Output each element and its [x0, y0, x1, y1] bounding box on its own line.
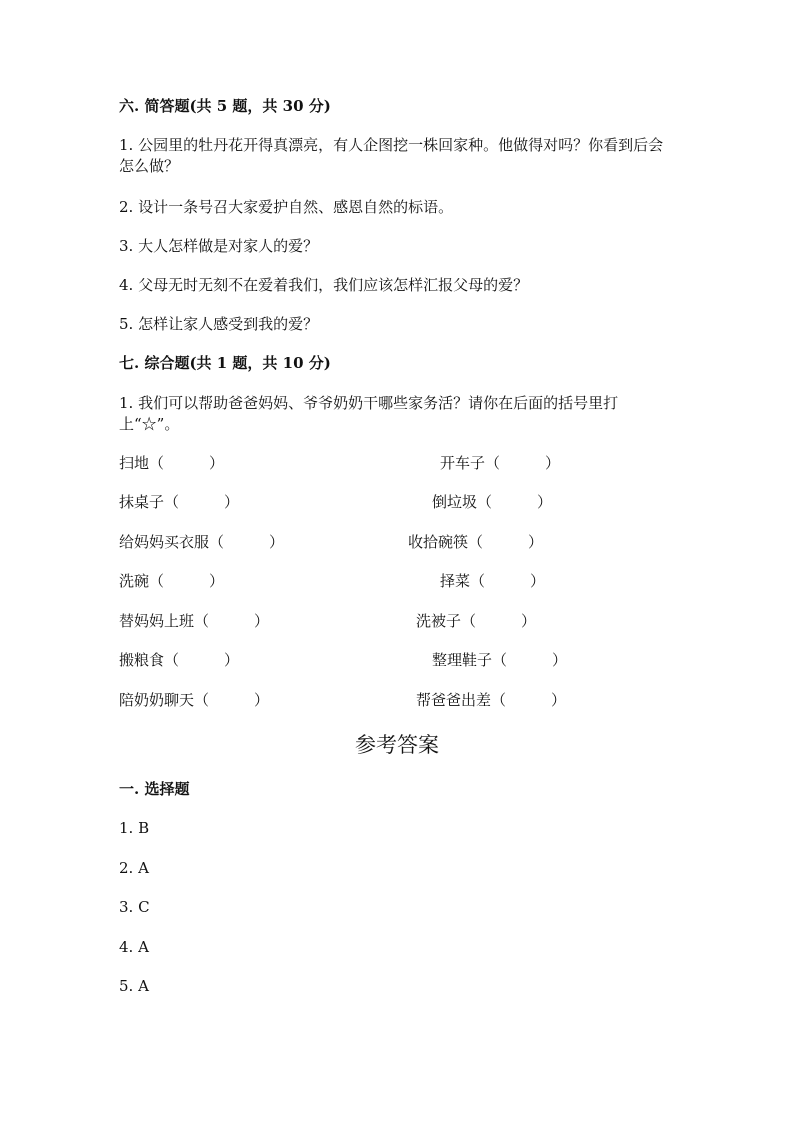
answers-section1-heading: 一. 选择题	[119, 780, 190, 798]
chore-item-left: 扫地（ ）	[119, 454, 225, 472]
section6-question-3: 3. 大人怎样做是对家人的爱？	[119, 237, 319, 255]
chore-item-right: 收拾碗筷（ ）	[408, 533, 544, 551]
chore-item-left: 陪奶奶聊天（ ）	[119, 691, 270, 709]
chore-item-right: 整理鞋子（ ）	[432, 651, 568, 669]
chore-item-left: 搬粮食（ ）	[119, 651, 240, 669]
section7-heading: 七. 综合题(共 1 题，共 10 分)	[119, 354, 331, 372]
chore-item-left: 替妈妈上班（ ）	[119, 612, 270, 630]
section6-question-1: 1. 公园里的牡丹花开得真漂亮，有人企图挖一株回家种。他做得对吗？你看到后会怎么做？	[119, 136, 664, 175]
answer-item: 4. A	[119, 938, 149, 956]
chore-item-right: 帮爸爸出差（ ）	[416, 691, 567, 709]
section7-question-1: 1. 我们可以帮助爸爸妈妈、爷爷奶奶干哪些家务活？请你在后面的括号里打上“☆”。	[119, 394, 619, 433]
section6-question-2: 2. 设计一条号召大家爱护自然、感恩自然的标语。	[119, 198, 454, 216]
answers-title: 参考答案	[355, 733, 439, 757]
chore-item-left: 给妈妈买衣服（ ）	[119, 533, 285, 551]
section6-heading: 六. 简答题(共 5 题，共 30 分)	[119, 97, 331, 115]
answer-item: 5. A	[119, 977, 149, 995]
section6-question-5: 5. 怎样让家人感受到我的爱？	[119, 315, 319, 333]
chore-item-left: 抹桌子（ ）	[119, 493, 240, 511]
chore-item-right: 洗被子（ ）	[416, 612, 537, 630]
section6-question-4: 4. 父母无时无刻不在爱着我们，我们应该怎样汇报父母的爱？	[119, 276, 529, 294]
chore-item-left: 洗碗（ ）	[119, 572, 225, 590]
chore-item-right: 倒垃圾（ ）	[432, 493, 553, 511]
chore-item-right: 择菜（ ）	[440, 572, 546, 590]
answer-item: 3. C	[119, 898, 150, 916]
answer-item: 1. B	[119, 819, 150, 837]
chore-item-right: 开车子（ ）	[440, 454, 561, 472]
answer-item: 2. A	[119, 859, 149, 877]
